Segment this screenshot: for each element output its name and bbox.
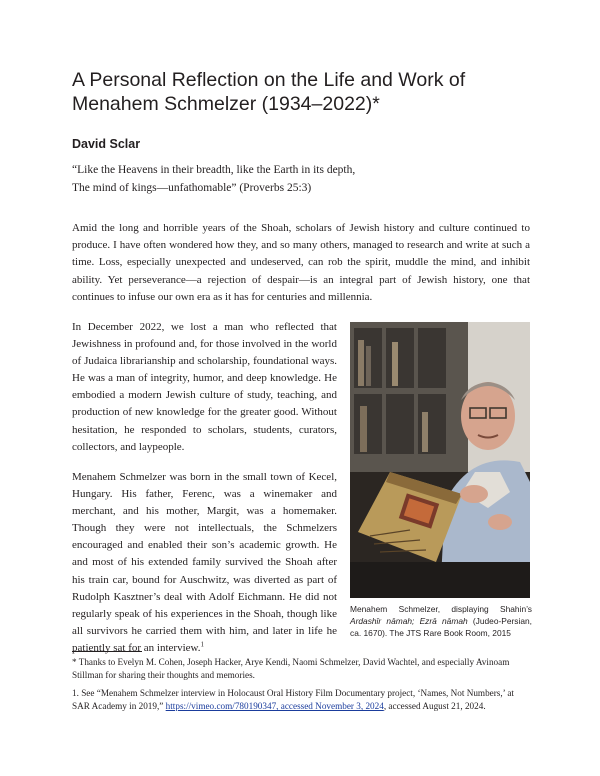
footnote-1-suffix: , accessed August 21, 2024. xyxy=(383,701,486,711)
caption-text-2: (Judeo-Persian, ca. 1670). The JTS Rare Book Room, 2015 xyxy=(350,616,532,638)
epigraph-line-2: The mind of kings—unfathomable” (Proverbs 25:3) xyxy=(72,181,312,194)
caption-book-title: Ardashīr nāmah; Ezrā nāmah xyxy=(350,616,468,626)
intro-paragraph: Amid the long and horrible years of the Shoah, scholars of Jewish history and culture continued to produce. I have often wondered how they, and so many others, managed to research and write at such a time. Loss, especially unexpected and undeserved, can rob the spirit, muddle the mind, and inhibit ability. Yet perseverance—a rejection of despair—is an integral part of Jewish history, one that continues to infuse our own era as it has for centuries and millennia. xyxy=(72,222,530,303)
author-name: David Sclar xyxy=(72,137,141,151)
footnote-1-text: 1. See “Menahem Schmelzer interview in Holocaust Oral History Film Documentary project, ‘Names, Not Numbers,’ at SAR Academy in 2019,” xyxy=(72,688,514,711)
footnote-reference[interactable]: 1 xyxy=(200,640,204,649)
footnote-acknowledgments: * Thanks to Evelyn M. Cohen, Joseph Hacker, Arye Kendi, Naomi Schmelzer, David Wachtel, and especially Avinoam Stillman for sharing their thoughts and memories. xyxy=(72,657,510,680)
body-paragraph-2 xyxy=(72,469,337,657)
photo-illustration xyxy=(350,322,530,598)
page-title: A Personal Reflection on the Life and Work of Menahem Schmelzer (1934–2022)* xyxy=(72,69,466,115)
footnote-divider xyxy=(72,651,142,652)
footnote-1 xyxy=(72,687,530,713)
photo-caption xyxy=(350,603,532,639)
epigraph xyxy=(72,162,355,197)
photo-schmelzer-with-manuscript xyxy=(350,322,530,598)
vimeo-link[interactable]: https://vimeo.com/780190347, accessed November 3, 2024 xyxy=(165,701,384,711)
caption-text-1: Menahem Schmelzer, displaying Shahin’s xyxy=(350,604,532,614)
body-paragraph-2-text: Menahem Schmelzer was born in the small town of Kecel, Hungary. His father, Ferenc, was a winemaker and merchant, and his mother, Margit, was a homemaker. Though they were not intellectuals, the Schmelzers encouraged and enabled their son’s academic growth. He and most of his extended family survived the Shoah after his train car, bound for Auschwitz, was diverted as part of Rudolph Kasztner’s deal with Adolf Eichmann. He did not regularly speak of his experiences in the Shoah, though like all survivors he carried them with him, and later in life he patiently sat for an interview. xyxy=(72,471,337,654)
body-paragraph-1: In December 2022, we lost a man who reflected that Jewishness in profound and, for those involved in the world of Judaica librarianship and scholarship, foundational ways. He was a man of integrity, humor, and deep knowledge. He embodied a modern Jewish culture of study, teaching, and production of new knowledge for the greater good. Without hesitation, he responded to scholars, students, curators, collectors, and laypeople. xyxy=(72,321,337,453)
epigraph-line-1: “Like the Heavens in their breadth, like the Earth in its depth, xyxy=(72,164,356,176)
